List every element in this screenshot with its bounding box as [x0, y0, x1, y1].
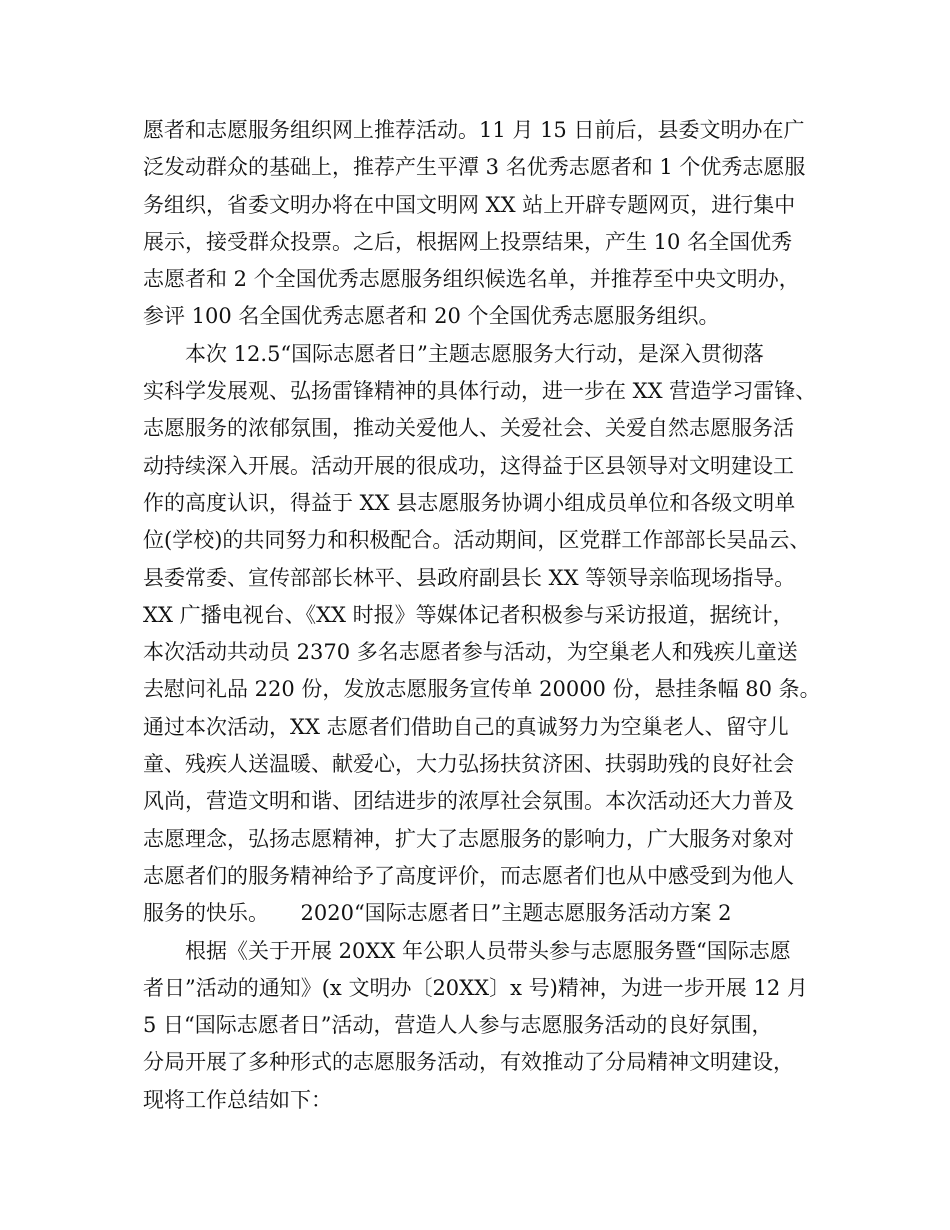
text-line: 分局开展了多种形式的志愿服务活动，有效推动了分局精神文明建设， — [143, 1050, 794, 1075]
text-line: 动持续深入开展。活动开展的很成功，这得益于区县领导对文明建设工 — [143, 453, 794, 478]
text-line: 5 日“国际志愿者日”活动，营造人人参与志愿服务活动的良好氛围， — [143, 1013, 773, 1038]
paragraph-start-line: 本次 12.5“国际志愿者日”主题志愿服务大行动，是深入贯彻落 — [185, 341, 764, 366]
text-line: 者日”活动的通知》(x 文明办〔20XX〕x 号)精神，为进一步开展 12 月 — [143, 975, 808, 1000]
text-line: 位(学校)的共同努力和积极配合。活动期间，区党群工作部部长吴品云、 — [143, 528, 811, 553]
text-line: 泛发动群众的基础上，推荐产生平潭 3 名优秀志愿者和 1 个优秀志愿服 — [143, 155, 806, 180]
text-line: 风尚，营造文明和谐、团结进步的浓厚社会氛围。本次活动还大力普及 — [143, 789, 794, 814]
text-line: 通过本次活动，XX 志愿者们借助自己的真诚努力为空巢老人、留守儿 — [143, 714, 789, 739]
text-line: 县委常委、宣传部部长林平、县政府副县长 XX 等领导亲临现场指导。 — [143, 565, 796, 590]
text-line: 本次活动共动员 2370 多名志愿者参与活动，为空巢老人和残疾儿童送 — [143, 640, 798, 665]
text-line: 务组织，省委文明办将在中国文明网 XX 站上开辟专题网页，进行集中 — [143, 192, 796, 217]
document-body — [143, 112, 833, 1119]
text-line: 志愿服务的浓郁氛围，推动关爱他人、关爱社会、关爱自然志愿服务活 — [143, 416, 794, 441]
text-line: 志愿理念，弘扬志愿精神，扩大了志愿服务的影响力，广大服务对象对 — [143, 826, 794, 851]
text-line: 志愿者和 2 个全国优秀志愿服务组织候选名单，并推荐至中央文明办， — [143, 267, 800, 292]
text-line: 童、残疾人送温暖、献爱心，大力弘扬扶贫济困、扶弱助残的良好社会 — [143, 752, 794, 777]
text-line: 现将工作总结如下： — [143, 1087, 332, 1112]
text-line: 参评 100 名全国优秀志愿者和 20 个全国优秀志愿服务组织。 — [143, 304, 720, 329]
text-line: 去慰问礼品 220 份，发放志愿服务宣传单 20000 份，悬挂条幅 80 条。 — [143, 677, 821, 702]
text-line: 实科学发展观、弘扬雷锋精神的具体行动，进一步在 XX 营造学习雷锋、 — [143, 379, 817, 404]
text-line: 作的高度认识，得益于 XX 县志愿服务协调小组成员单位和各级文明单 — [143, 490, 796, 515]
text-line: 展示，接受群众投票。之后，根据网上投票结果，产生 10 名全国优秀 — [143, 229, 793, 254]
text-line: XX 广播电视台、《XX 时报》等媒体记者积极参与采访报道，据统计， — [143, 602, 794, 627]
text-line: 服务的快乐。 2020“国际志愿者日”主题志愿服务活动方案 2 — [143, 901, 732, 926]
text-line: 愿者和志愿服务组织网上推荐活动。11 月 15 日前后，县委文明办在广 — [143, 118, 805, 142]
text-line: 志愿者们的服务精神给予了高度评价，而志愿者们也从中感受到为他人 — [143, 863, 794, 888]
paragraph-start-line: 根据《关于开展 20XX 年公职人员带头参与志愿服务暨“国际志愿 — [185, 938, 791, 963]
